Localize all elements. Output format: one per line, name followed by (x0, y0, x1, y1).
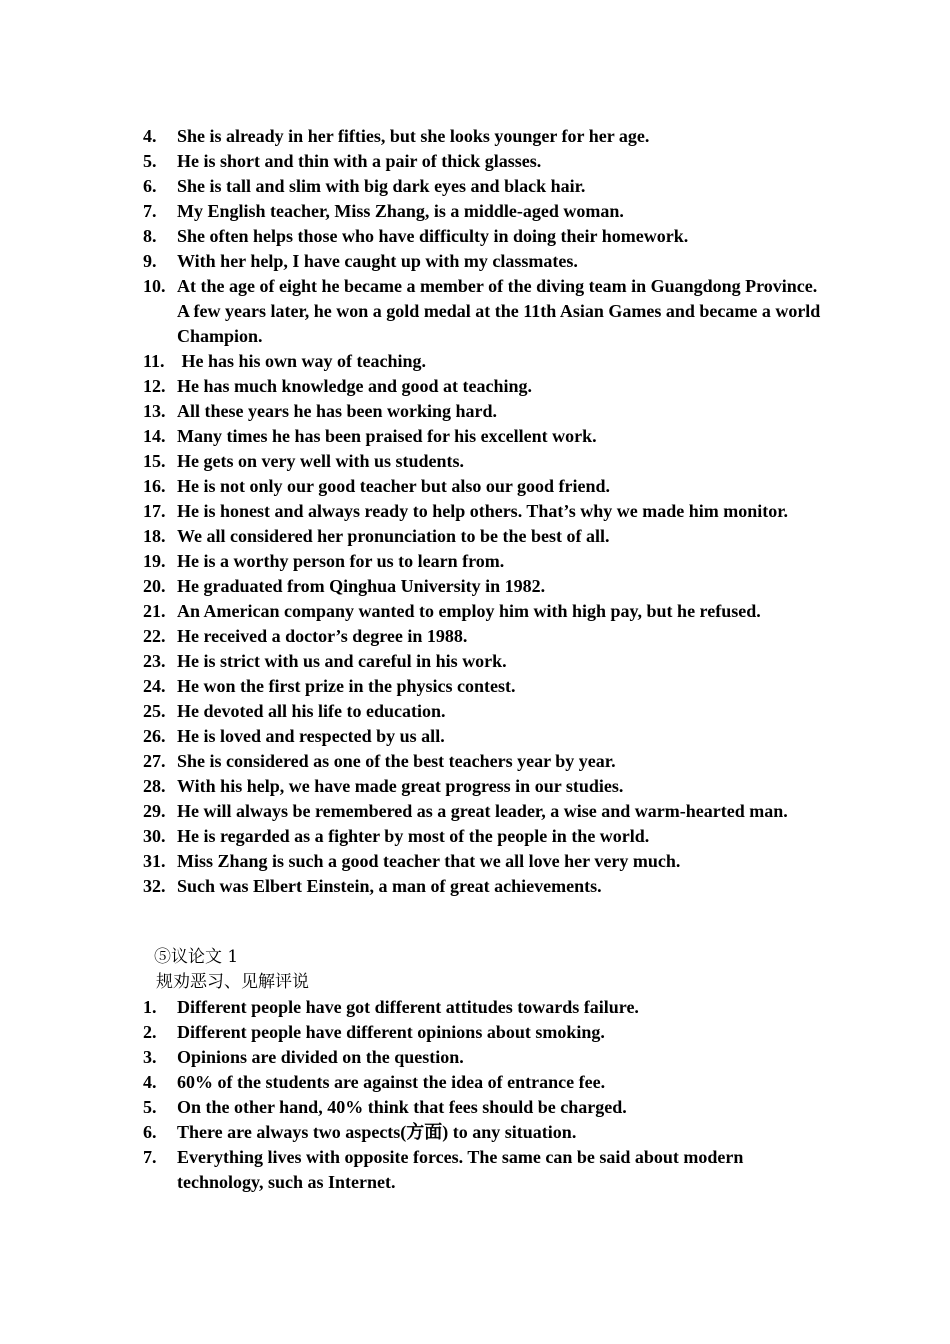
list-item (143, 424, 823, 449)
item-text: He will always be remembered as a great leader, a wise and warm-hearted man. (177, 801, 788, 821)
list-item (143, 249, 823, 274)
list-item (143, 174, 823, 199)
list-item (143, 874, 823, 899)
item-text: She is already in her fifties, but she looks younger for her age. (177, 126, 650, 146)
list-item (143, 799, 823, 824)
item-number: 5. (143, 1097, 157, 1117)
item-text: Many times he has been praised for his excellent work. (177, 426, 597, 446)
item-text: He is strict with us and careful in his work. (177, 651, 507, 671)
item-text: He is not only our good teacher but also our good friend. (177, 476, 611, 496)
item-number: 18. (143, 526, 166, 546)
item-text: He is regarded as a fighter by most of the people in the world. (177, 826, 650, 846)
list-item (143, 349, 823, 374)
list-item (143, 149, 823, 174)
item-number: 29. (143, 801, 166, 821)
item-number: 6. (143, 176, 157, 196)
item-number: 7. (143, 201, 157, 221)
list-item (143, 449, 823, 474)
item-text: She is considered as one of the best teachers year by year. (177, 751, 616, 771)
item-number: 21. (143, 601, 166, 621)
sentence-list-argumentative (143, 995, 823, 1195)
item-number: 4. (143, 126, 157, 146)
item-number: 17. (143, 501, 166, 521)
item-text: He is short and thin with a pair of thick glasses. (177, 151, 542, 171)
item-number: 5. (143, 151, 157, 171)
list-item (143, 995, 823, 1020)
list-item (143, 1070, 823, 1095)
list-item (143, 474, 823, 499)
item-number: 6. (143, 1122, 157, 1142)
item-text: She often helps those who have difficulty in doing their homework. (177, 226, 689, 246)
item-number: 32. (143, 876, 166, 896)
list-item (143, 274, 823, 349)
list-item (143, 574, 823, 599)
list-item (143, 124, 823, 149)
list-item (143, 649, 823, 674)
item-number: 28. (143, 776, 166, 796)
list-item (143, 224, 823, 249)
item-number: 12. (143, 376, 166, 396)
list-item (143, 749, 823, 774)
list-item (143, 199, 823, 224)
list-item (143, 499, 823, 524)
list-item (143, 774, 823, 799)
item-number: 22. (143, 626, 166, 646)
item-number: 4. (143, 1072, 157, 1092)
item-number: 14. (143, 426, 166, 446)
item-text: There are always two aspects(方面) to any situation. (177, 1122, 577, 1142)
item-text: He received a doctor’s degree in 1988. (177, 626, 468, 646)
list-item (143, 399, 823, 424)
item-text: He has his own way of teaching. (177, 351, 427, 371)
section-heading: ⑤议论文 1 (154, 947, 239, 967)
item-text: On the other hand, 40% think that fees should be charged. (177, 1097, 627, 1117)
item-text: He has much knowledge and good at teaching. (177, 376, 533, 396)
item-number: 26. (143, 726, 166, 746)
item-number: 2. (143, 1022, 157, 1042)
list-item (143, 724, 823, 749)
item-number: 8. (143, 226, 157, 246)
list-item (143, 1120, 823, 1145)
item-text: She is tall and slim with big dark eyes and black hair. (177, 176, 586, 196)
item-text: He is honest and always ready to help others. That’s why we made him monitor. (177, 501, 789, 521)
item-number: 27. (143, 751, 166, 771)
item-number: 23. (143, 651, 166, 671)
item-number: 1. (143, 997, 157, 1017)
item-text: He gets on very well with us students. (177, 451, 464, 471)
list-item (143, 1020, 823, 1045)
list-item (143, 824, 823, 849)
list-item (143, 549, 823, 574)
item-number: 3. (143, 1047, 157, 1067)
section-subheading: 规劝恶习、见解评说 (156, 972, 309, 992)
item-text: He graduated from Qinghua University in 1982. (177, 576, 546, 596)
list-item (143, 374, 823, 399)
item-text: All these years he has been working hard. (177, 401, 498, 421)
list-item (143, 1095, 823, 1120)
item-text: 60% of the students are against the idea of entrance fee. (177, 1072, 606, 1092)
item-text: He is loved and respected by us all. (177, 726, 445, 746)
list-item (143, 674, 823, 699)
item-number: 10. (143, 276, 166, 296)
item-text: He is a worthy person for us to learn from. (177, 551, 505, 571)
item-number: 25. (143, 701, 166, 721)
list-item (143, 524, 823, 549)
item-number: 31. (143, 851, 166, 871)
item-number: 16. (143, 476, 166, 496)
item-text: Miss Zhang is such a good teacher that we all love her very much. (177, 851, 681, 871)
item-text: An American company wanted to employ him with high pay, but he refused. (177, 601, 761, 621)
list-item (143, 624, 823, 649)
item-text: With his help, we have made great progress in our studies. (177, 776, 624, 796)
item-text: With her help, I have caught up with my classmates. (177, 251, 578, 271)
item-number: 13. (143, 401, 166, 421)
item-number: 24. (143, 676, 166, 696)
item-number: 7. (143, 1147, 157, 1167)
item-number: 9. (143, 251, 157, 271)
item-text: Such was Elbert Einstein, a man of great achievements. (177, 876, 602, 896)
list-item (143, 1045, 823, 1070)
list-item (143, 849, 823, 874)
item-text: He devoted all his life to education. (177, 701, 446, 721)
list-item (143, 699, 823, 724)
list-item (143, 1145, 823, 1195)
item-number: 30. (143, 826, 166, 846)
item-text: Different people have got different attitudes towards failure. (177, 997, 639, 1017)
item-text: At the age of eight he became a member of the diving team in Guangdong Province. A few years later, he won a gold medal at the 11th Asian Games and became a world Champion. (177, 276, 825, 346)
sentence-list-description (143, 124, 823, 899)
item-number: 20. (143, 576, 166, 596)
item-text: My English teacher, Miss Zhang, is a middle-aged woman. (177, 201, 624, 221)
item-number: 15. (143, 451, 166, 471)
item-number: 11. (143, 351, 165, 371)
item-number: 19. (143, 551, 166, 571)
item-text: Everything lives with opposite forces. The same can be said about modern technology, such as Internet. (177, 1147, 748, 1192)
item-text: He won the first prize in the physics contest. (177, 676, 516, 696)
item-text: Different people have different opinions about smoking. (177, 1022, 605, 1042)
list-item (143, 599, 823, 624)
item-text: We all considered her pronunciation to be the best of all. (177, 526, 610, 546)
item-text: Opinions are divided on the question. (177, 1047, 464, 1067)
